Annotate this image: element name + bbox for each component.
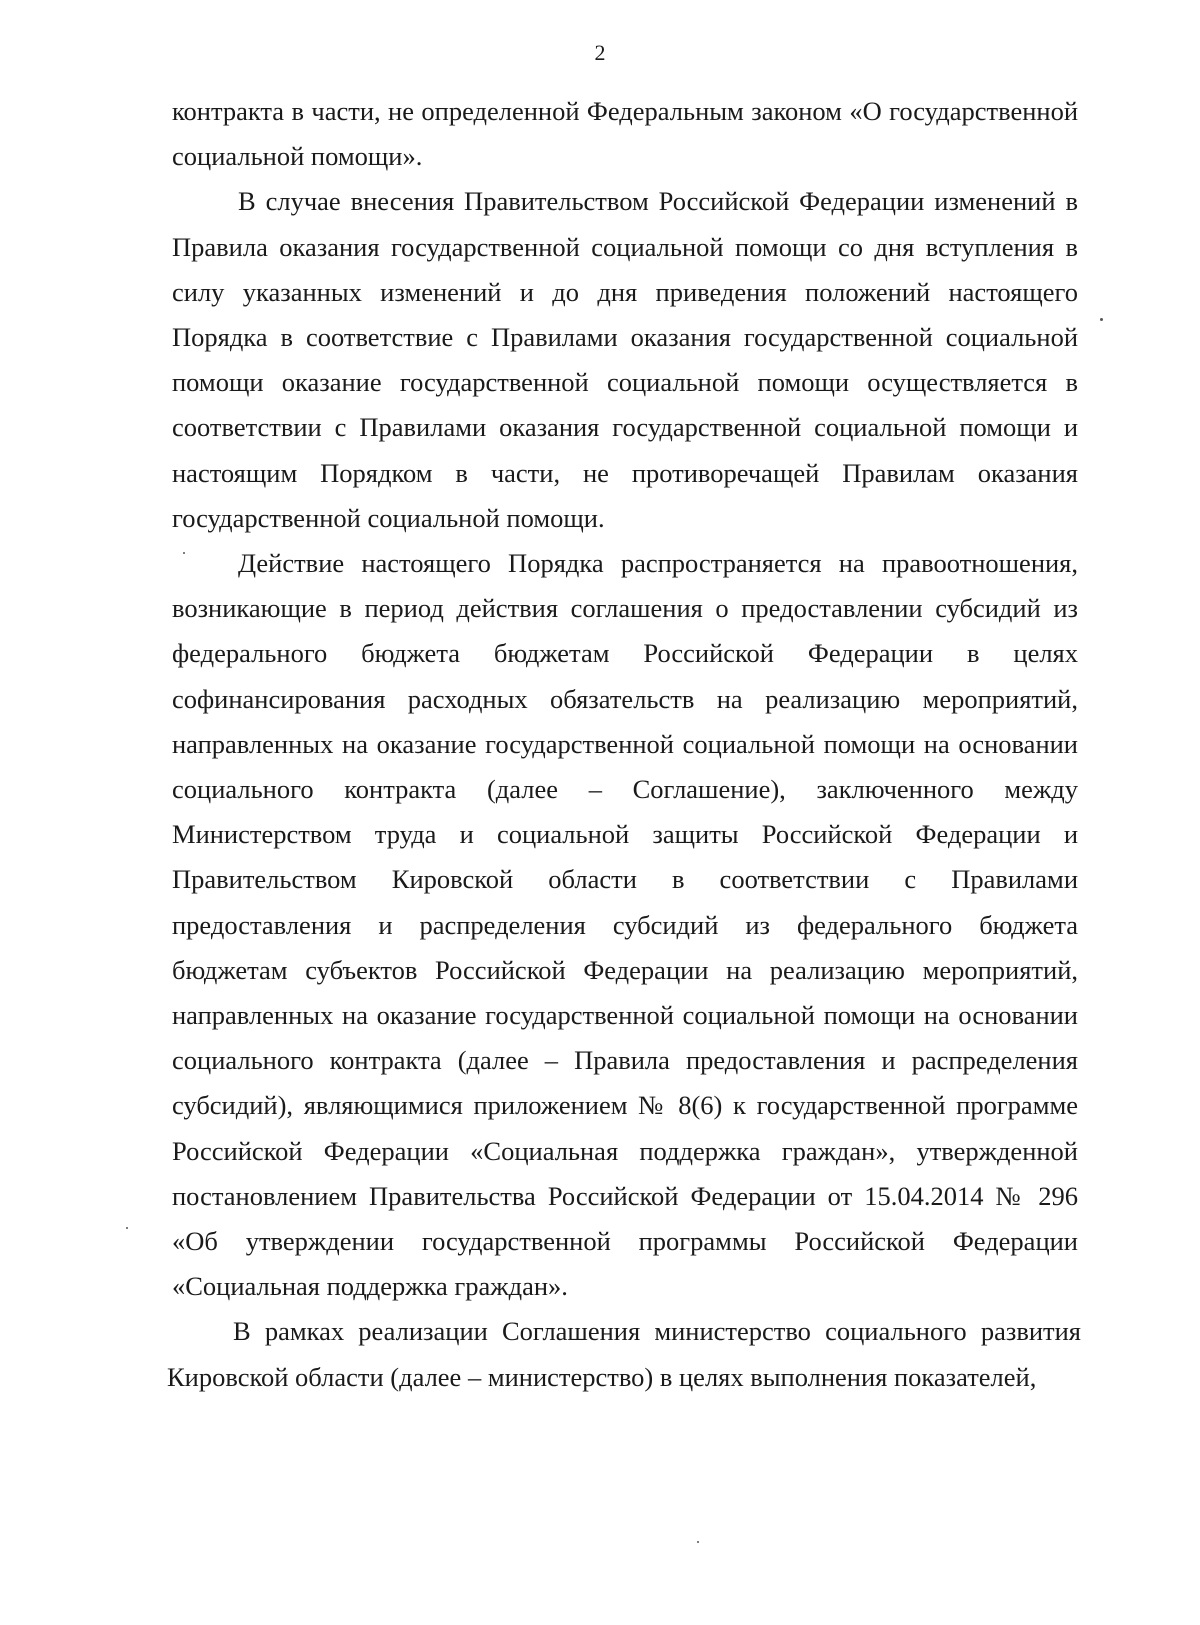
scan-speck bbox=[1100, 318, 1103, 321]
paragraph-amendments: В случае внесения Правительством Российской Федерации изменений в Правила оказания государственной социальной помощи со дня вступления в силу указанных изменений и до дня приведения положений настоящего Порядка в соответствие с Правилами оказания государственной социальной помощи оказание государственной социальной помощи осуществляется в соответствии с Правилами оказания государственной социальной помощи и настоящим Порядком в части, не противоречащей Правилам оказания государственной социальной помощи. bbox=[172, 186, 1078, 533]
page-number: 2 bbox=[594, 40, 606, 65]
scan-speck bbox=[697, 1541, 699, 1543]
paragraph-agreement: В рамках реализации Соглашения министерство социального развития Кировской области (далее – министерство) в целях выполнения показателей, bbox=[167, 1316, 1081, 1392]
paragraph-scope: Действие настоящего Порядка распространяется на правоотношения, возникающие в период действия соглашения о предоставлении субсидий из федерального бюджета бюджетам Российской Федерации в целях софинансирования расходных обязательств на реализацию мероприятий, направленных на оказание государственной социальной помощи на основании социального контракта (далее – Соглашение), заключенного между Министерством труда и социальной защиты Российской Федерации и Правительством Кировской области в соответствии с Правилами предоставления и распределения субсидий из федерального бюджета бюджетам субъектов Российской Федерации на реализацию мероприятий, направленных на оказание государственной социальной помощи на основании социального контракта (далее – Правила предоставления и распределения субсидий), являющимися приложением № 8(6) к государственной программе Российской Федерации «Социальная поддержка граждан», утвержденной постановлением Правительства Российской Федерации от 15.04.2014 № 296 «Об утверждении государственной программы Российской Федерации «Социальная поддержка граждан». bbox=[172, 548, 1078, 1302]
paragraph-continuation: контракта в части, не определенной Федеральным законом «О государственной социальной помощи». bbox=[172, 96, 1078, 172]
document-body bbox=[167, 89, 1081, 1400]
scan-speck bbox=[126, 1227, 128, 1229]
scan-speck bbox=[183, 552, 185, 554]
